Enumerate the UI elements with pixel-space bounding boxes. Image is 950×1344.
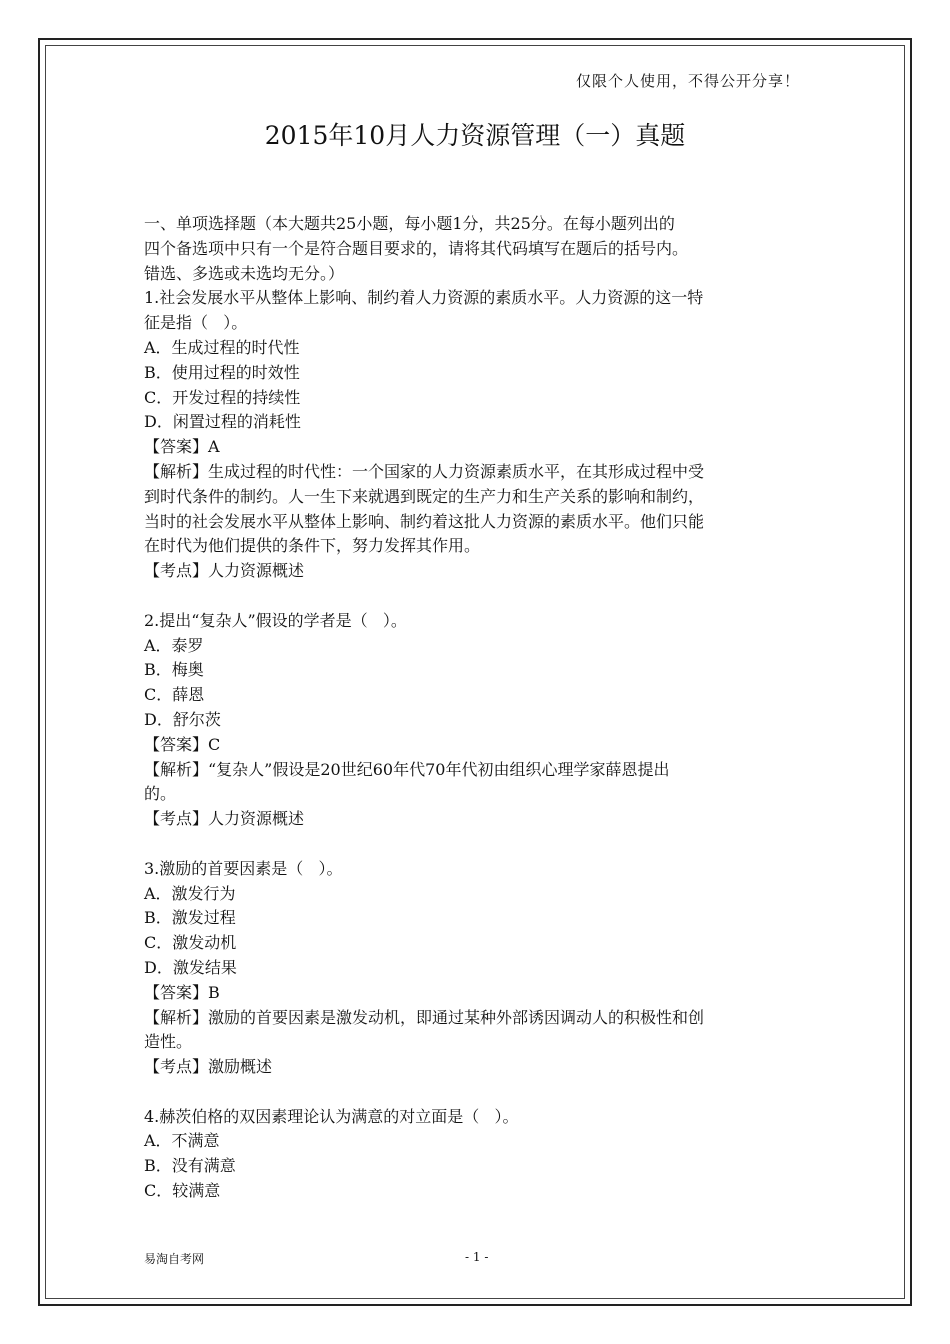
document-body xyxy=(144,212,810,1204)
answer: 【答案】B xyxy=(144,982,220,1002)
knowledge-point: 【考点】人力资源概述 xyxy=(144,561,305,581)
usage-notice: 仅限个人使用，不得公开分享！ xyxy=(575,72,800,90)
spacer xyxy=(144,1080,810,1105)
question-3 xyxy=(144,857,810,1080)
option-d: D．激发结果 xyxy=(144,957,237,977)
spacer xyxy=(144,584,810,609)
analysis: 造性。 xyxy=(144,1032,193,1052)
question-1 xyxy=(144,286,810,584)
knowledge-point: 【考点】人力资源概述 xyxy=(144,809,305,829)
option-a: A．泰罗 xyxy=(144,635,204,655)
option-a: A．不满意 xyxy=(144,1131,220,1151)
analysis: 在时代为他们提供的条件下，努力发挥其作用。 xyxy=(144,536,481,556)
option-b: B．使用过程的时效性 xyxy=(144,362,300,382)
intro-line: 错选、多选或未选均无分。） xyxy=(144,263,345,283)
option-c: C．开发过程的持续性 xyxy=(144,387,301,407)
question-stem: 4.赫茨伯格的双因素理论认为满意的对立面是（ ）。 xyxy=(144,1106,519,1126)
question-stem: 1.社会发展水平从整体上影响、制约着人力资源的素质水平。人力资源的这一特 xyxy=(144,288,704,308)
answer: 【答案】C xyxy=(144,734,221,754)
spacer xyxy=(144,832,810,857)
analysis: 【解析】激励的首要因素是激发动机，即通过某种外部诱因调动人的积极性和创 xyxy=(144,1007,705,1027)
analysis: 到时代条件的制约。人一生下来就遇到既定的生产力和生产关系的影响和制约， xyxy=(144,486,705,506)
question-stem: 征是指（ ）。 xyxy=(144,313,248,333)
analysis: 【解析】“复杂人”假设是20世纪60年代70年代初由组织心理学家薛恩提出 xyxy=(144,759,670,779)
option-a: A．生成过程的时代性 xyxy=(144,337,300,357)
footer-source: 易淘自考网 xyxy=(144,1252,205,1266)
option-c: C．激发动机 xyxy=(144,933,237,953)
question-2 xyxy=(144,609,810,832)
intro-line: 四个备选项中只有一个是符合题目要求的，请将其代码填写在题后的括号内。 xyxy=(144,238,689,258)
option-b: B．梅奥 xyxy=(144,660,204,680)
analysis: 当时的社会发展水平从整体上影响、制约着这批人力资源的素质水平。他们只能 xyxy=(144,511,705,531)
option-c: C．薛恩 xyxy=(144,685,205,705)
analysis: 【解析】生成过程的时代性：一个国家的人力资源素质水平，在其形成过程中受 xyxy=(144,461,705,481)
question-stem: 2.提出“复杂人”假设的学者是（ ）。 xyxy=(144,610,407,630)
page-number: - 1 - xyxy=(465,1250,489,1264)
option-d: D．闲置过程的消耗性 xyxy=(144,412,301,432)
option-a: A．激发行为 xyxy=(144,883,236,903)
question-stem: 3.激励的首要因素是（ ）。 xyxy=(144,858,343,878)
question-4 xyxy=(144,1105,810,1204)
option-b: B．没有满意 xyxy=(144,1156,236,1176)
option-d: D．舒尔茨 xyxy=(144,709,221,729)
analysis: 的。 xyxy=(144,784,177,804)
option-c: C．较满意 xyxy=(144,1181,221,1201)
page-title: 2015年10月人力资源管理（一）真题 xyxy=(264,121,686,150)
option-b: B．激发过程 xyxy=(144,908,236,928)
knowledge-point: 【考点】激励概述 xyxy=(144,1057,273,1077)
intro-line: 一、单项选择题（本大题共25小题，每小题1分，共25分。在每小题列出的 xyxy=(144,214,675,233)
answer: 【答案】A xyxy=(144,437,220,457)
